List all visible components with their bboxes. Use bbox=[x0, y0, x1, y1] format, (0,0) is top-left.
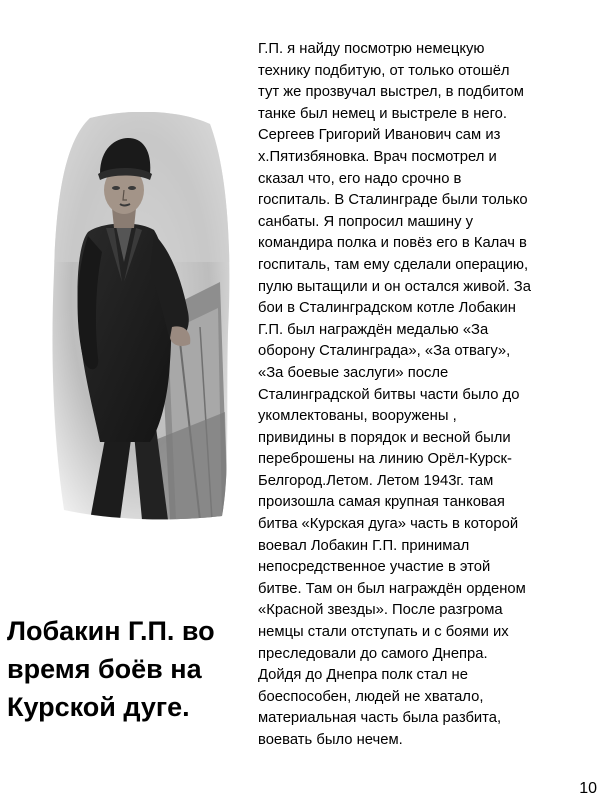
text-line: санбаты. Я попросил машину у bbox=[258, 213, 474, 230]
text-line: танке был немец и выстреле в него. bbox=[258, 105, 508, 122]
text-line: преследовали до самого Днепра. bbox=[258, 645, 488, 662]
soldier-portrait-image bbox=[50, 112, 230, 520]
text-line: непосредственное участие в этой bbox=[258, 559, 491, 576]
text-line: технику подбитую, от только отошёл bbox=[258, 62, 510, 79]
text-line: Г.П. был награждён медалью «За bbox=[258, 321, 489, 338]
text-line: боеспособен, людей не хватало, bbox=[258, 688, 484, 705]
text-line: пулю вытащили и он остался живой. За bbox=[258, 278, 531, 295]
text-line: Сталинградской битвы части было до bbox=[258, 386, 520, 403]
text-line: командира полка и повёз его в Калач в bbox=[258, 235, 527, 252]
text-line: Белгород.Летом. Летом 1943г. там bbox=[258, 472, 494, 489]
text-line: Дойдя до Днепра полк стал не bbox=[258, 667, 468, 684]
caption-line: Курской дуге. bbox=[7, 692, 190, 722]
text-line: госпиталь, там ему сделали операцию, bbox=[258, 256, 529, 273]
text-line: немцы стали отступать и с боями их bbox=[258, 624, 509, 641]
text-line: сказал что, его надо срочно в bbox=[258, 170, 462, 187]
text-line: битве. Там он был награждён орденом bbox=[258, 580, 526, 597]
text-line: Г.П. я найду посмотрю немецкую bbox=[258, 41, 485, 57]
text-line: Сергеев Григорий Иванович сам из bbox=[258, 127, 501, 144]
text-line: привидины в порядок и весной были bbox=[258, 429, 511, 446]
text-line: битва «Курская дуга» часть в которой bbox=[258, 516, 519, 533]
caption-line: Лобакин Г.П. во bbox=[7, 616, 215, 646]
portrait-photo bbox=[50, 112, 230, 520]
text-line: «Красной звезды». После разгрома bbox=[258, 602, 503, 619]
text-line: оборону Сталинграда», «За отвагу», bbox=[258, 343, 511, 360]
text-line: «За боевые заслуги» после bbox=[258, 364, 449, 381]
photo-caption bbox=[7, 612, 237, 726]
text-line: тут же прозвучал выстрел, в подбитом bbox=[258, 84, 524, 101]
text-line: бои в Сталинградском котле Лобакин bbox=[258, 300, 516, 317]
article-body bbox=[258, 39, 598, 752]
caption-line: время боёв на bbox=[7, 654, 202, 684]
text-line: госпиталь. В Сталинграде были только bbox=[258, 192, 528, 209]
text-line: воевал Лобакин Г.П. принимал bbox=[258, 537, 470, 554]
text-line: х.Пятизбяновка. Врач посмотрел и bbox=[258, 148, 497, 165]
text-line: укомлектованы, вооружены , bbox=[258, 408, 457, 425]
page-number: 10 bbox=[579, 780, 597, 797]
text-line: воевать было нечем. bbox=[258, 732, 403, 748]
text-line: произошла самая крупная танковая bbox=[258, 494, 505, 511]
text-line: материальная часть была разбита, bbox=[258, 710, 502, 727]
text-line: переброшены на линию Орёл-Курск- bbox=[258, 451, 512, 468]
